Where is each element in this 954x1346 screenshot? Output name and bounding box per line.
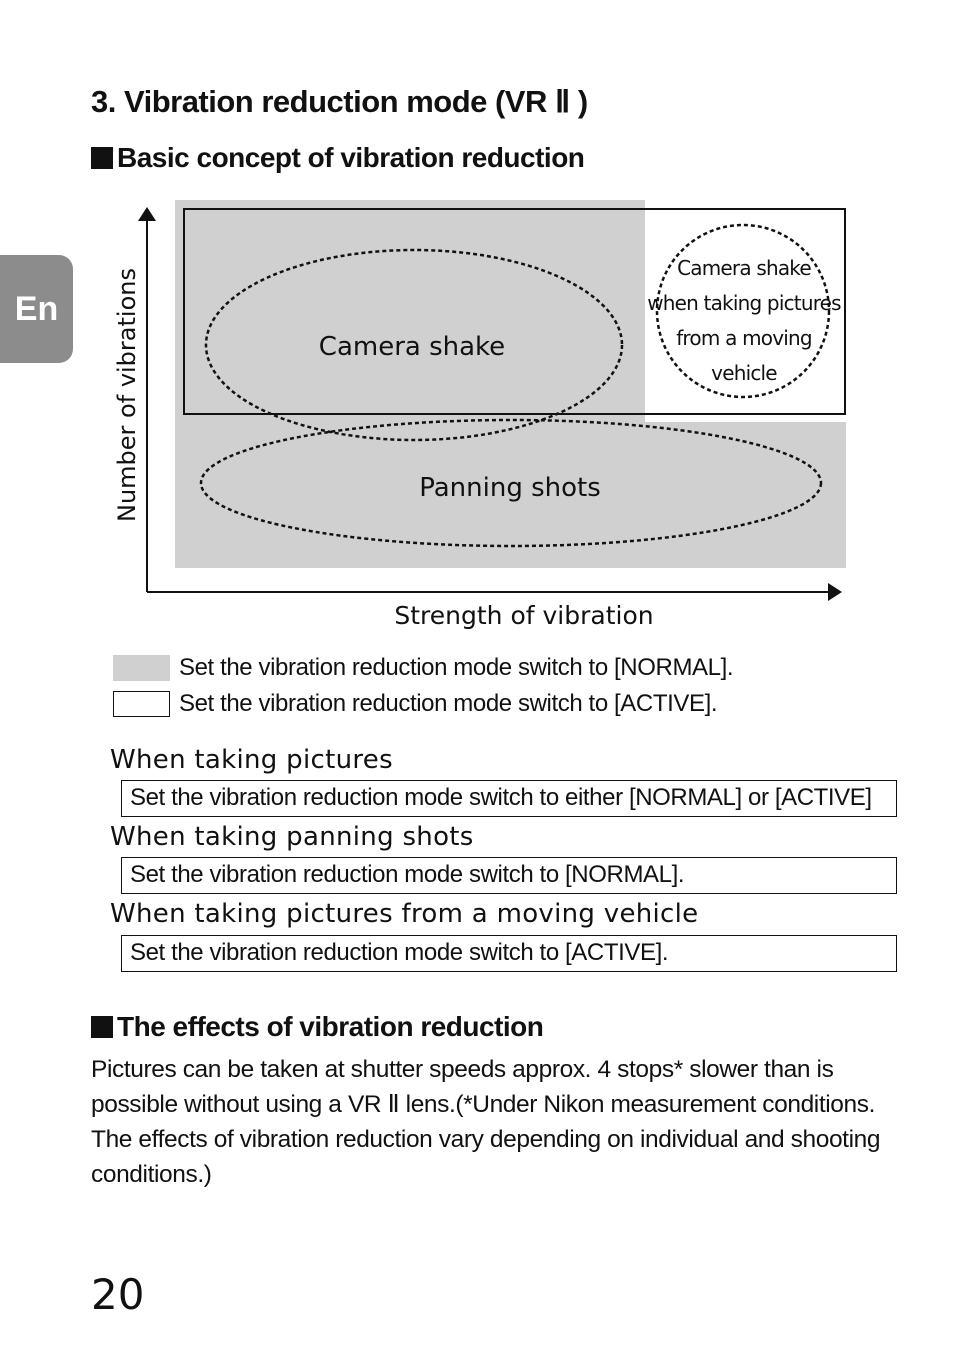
page-number: 20 — [91, 1270, 145, 1319]
basic-concept-heading — [91, 142, 584, 174]
vehicle-label-line: vehicle — [711, 361, 777, 385]
vibration-diagram — [100, 195, 860, 640]
effects-heading-text: The effects of vibration reduction — [117, 1011, 544, 1042]
vehicle-label-line: when taking pictures — [647, 291, 841, 315]
case-heading: When taking panning shots — [110, 822, 474, 852]
case-heading: When taking pictures from a moving vehicle — [110, 899, 699, 929]
active-swatch — [113, 691, 170, 717]
vehicle-label-line: from a moving — [676, 326, 812, 350]
x-axis-label: Strength of vibration — [394, 601, 654, 630]
panning-shots-label: Panning shots — [419, 473, 601, 503]
y-axis-arrow-icon — [138, 207, 156, 221]
normal-swatch — [113, 655, 170, 681]
case-instruction-box: Set the vibration reduction mode switch to either [NORMAL] or [ACTIVE] — [121, 780, 897, 817]
vehicle-label-line: Camera shake — [677, 256, 811, 280]
camera-shake-label: Camera shake — [318, 332, 506, 362]
x-axis-arrow-icon — [828, 583, 842, 601]
effects-heading — [91, 1011, 543, 1043]
basic-concept-heading-text: Basic concept of vibration reduction — [117, 142, 585, 173]
legend-active — [113, 690, 717, 718]
bullet-square-icon — [91, 147, 113, 169]
legend-normal-text: Set the vibration reduction mode switch to [NORMAL]. — [179, 654, 734, 681]
legend-normal — [113, 654, 733, 682]
legend-active-text: Set the vibration reduction mode switch to [ACTIVE]. — [179, 690, 718, 717]
section-title: 3. Vibration reduction mode (VR Ⅱ ) — [91, 84, 588, 119]
language-tab: En — [0, 255, 73, 363]
case-instruction-box: Set the vibration reduction mode switch to [ACTIVE]. — [121, 935, 897, 972]
bullet-square-icon — [91, 1016, 113, 1038]
case-heading: When taking pictures — [110, 745, 393, 775]
case-instruction-box: Set the vibration reduction mode switch to [NORMAL]. — [121, 857, 897, 894]
y-axis-label: Number of vibrations — [113, 268, 141, 522]
effects-body: Pictures can be taken at shutter speeds approx. 4 stops* slower than is possible without using a VR Ⅱ lens.(*Under Nikon measurement conditions. The effects of vibration reduction vary depending on individual and shooting conditions.) — [91, 1056, 881, 1188]
